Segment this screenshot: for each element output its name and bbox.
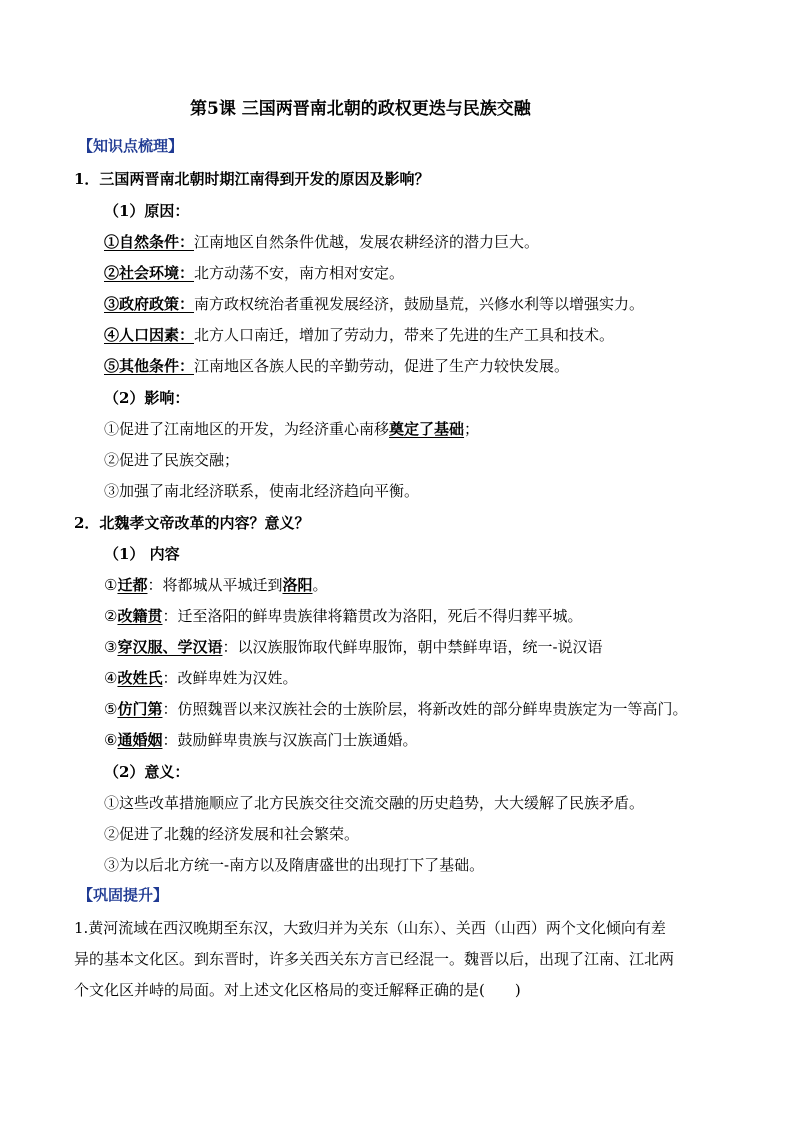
content-6-text: ：鼓励鲜卑贵族与汉族高门士族通婚。 (162, 731, 418, 749)
content-3-num: ③ (104, 638, 118, 656)
content-3-text: ：以汉族服饰取代鲜卑服饰，朝中禁鲜卑语，统一-说汉语 (222, 638, 603, 656)
content-4 (104, 668, 297, 688)
content-6 (104, 730, 417, 750)
exercise-1-line-1: 1.黄河流域在西汉晚期至东汉，大致归并为关东（山东）、关西（山西）两个文化倾向有差 (74, 919, 666, 937)
content-5-text: ：仿照魏晋以来汉族社会的士族阶层，将新改姓的部分鲜卑贵族定为一等高门。 (162, 700, 688, 718)
page-title: 第5课 三国两晋南北朝的政权更迭与民族交融 (190, 99, 531, 119)
content-1-key2: 洛阳 (282, 576, 313, 594)
exercise-1-line-2: 异的基本文化区。到东晋时，许多关西关东方言已经混一。魏晋以后，出现了江南、江北两 (74, 950, 675, 968)
reason-3-key: ③政府政策： (104, 295, 195, 313)
content-5-key: 仿门第 (117, 700, 163, 718)
content-3-key: 穿汉服、学汉语 (117, 638, 223, 656)
reason-5-text: 江南地区各族人民的辛勤劳动，促进了生产力较快发展。 (194, 357, 570, 375)
section-consolidation-label: 【巩固提升】 (78, 886, 169, 904)
content-1 (104, 575, 328, 595)
reason-4-key: ④人口因素： (104, 326, 195, 344)
section-knowledge-label: 【知识点梳理】 (78, 137, 184, 155)
content-1-end: 。 (312, 576, 328, 594)
content-6-num: ⑥ (104, 731, 118, 749)
content-3 (104, 637, 603, 657)
content-1-num: ① (104, 576, 118, 594)
content-5-num: ⑤ (104, 700, 118, 718)
reason-4 (104, 325, 614, 345)
effects-heading: （2）影响： (104, 389, 190, 407)
content-6-key: 通婚姻 (117, 731, 163, 749)
reason-1-text: 江南地区自然条件优越，发展农耕经济的潜力巨大。 (194, 233, 540, 251)
question-2-heading: 2．北魏孝文帝改革的内容？意义？ (74, 514, 310, 532)
reason-2-text: 北方动荡不安，南方相对安定。 (194, 264, 405, 282)
content-1-key: 迁都 (117, 576, 148, 594)
effect-2: ②促进了民族交融； (104, 451, 240, 469)
reason-1-key: ①自然条件： (104, 233, 195, 251)
reason-3-text: 南方政权统治者重视发展经济，鼓励垦荒，兴修水利等以增强实力。 (194, 295, 645, 313)
effect-3: ③加强了南北经济联系，使南北经济趋向平衡。 (104, 482, 420, 500)
effect-1-pre: ①促进了江南地区的开发，为经济重心南移 (104, 420, 390, 438)
effect-1-key: 奠定了基础 (389, 420, 465, 438)
exercise-1-line-3: 个文化区并峙的局面。对上述文化区格局的变迁解释正确的是( ) (74, 981, 521, 999)
significance-heading: （2）意义： (104, 763, 190, 781)
content-2-key: 改籍贯 (117, 607, 163, 625)
reason-2 (104, 263, 404, 283)
reason-5-key: ⑤其他条件： (104, 357, 195, 375)
significance-2: ②促进了北魏的经济发展和社会繁荣。 (104, 825, 360, 843)
reason-5 (104, 356, 569, 376)
content-5 (104, 699, 687, 719)
content-4-text: ：改鲜卑姓为汉姓。 (162, 669, 298, 687)
reason-3 (104, 294, 644, 314)
significance-3: ③为以后北方统一-南方以及隋唐盛世的出现打下了基础。 (104, 856, 485, 874)
reason-4-text: 北方人口南迁，增加了劳动力，带来了先进的生产工具和技术。 (194, 326, 615, 344)
effect-1-post: ； (464, 420, 480, 438)
content-heading: （1） 内容 (104, 545, 180, 563)
question-1-heading: 1．三国两晋南北朝时期江南得到开发的原因及影响？ (74, 170, 430, 188)
reason-2-key: ②社会环境： (104, 264, 195, 282)
significance-1: ①这些改革措施顺应了北方民族交往交流交融的历史趋势，大大缓解了民族矛盾。 (104, 794, 645, 812)
content-4-num: ④ (104, 669, 118, 687)
content-2-num: ② (104, 607, 118, 625)
reason-1 (104, 232, 539, 252)
reasons-heading: （1）原因： (104, 202, 190, 220)
content-1-text: ：将都城从平城迁到 (147, 576, 283, 594)
content-2 (104, 606, 582, 626)
content-4-key: 改姓氏 (117, 669, 163, 687)
effect-1 (104, 419, 479, 439)
content-2-text: ：迁至洛阳的鲜卑贵族律将籍贯改为洛阳，死后不得归葬平城。 (162, 607, 583, 625)
